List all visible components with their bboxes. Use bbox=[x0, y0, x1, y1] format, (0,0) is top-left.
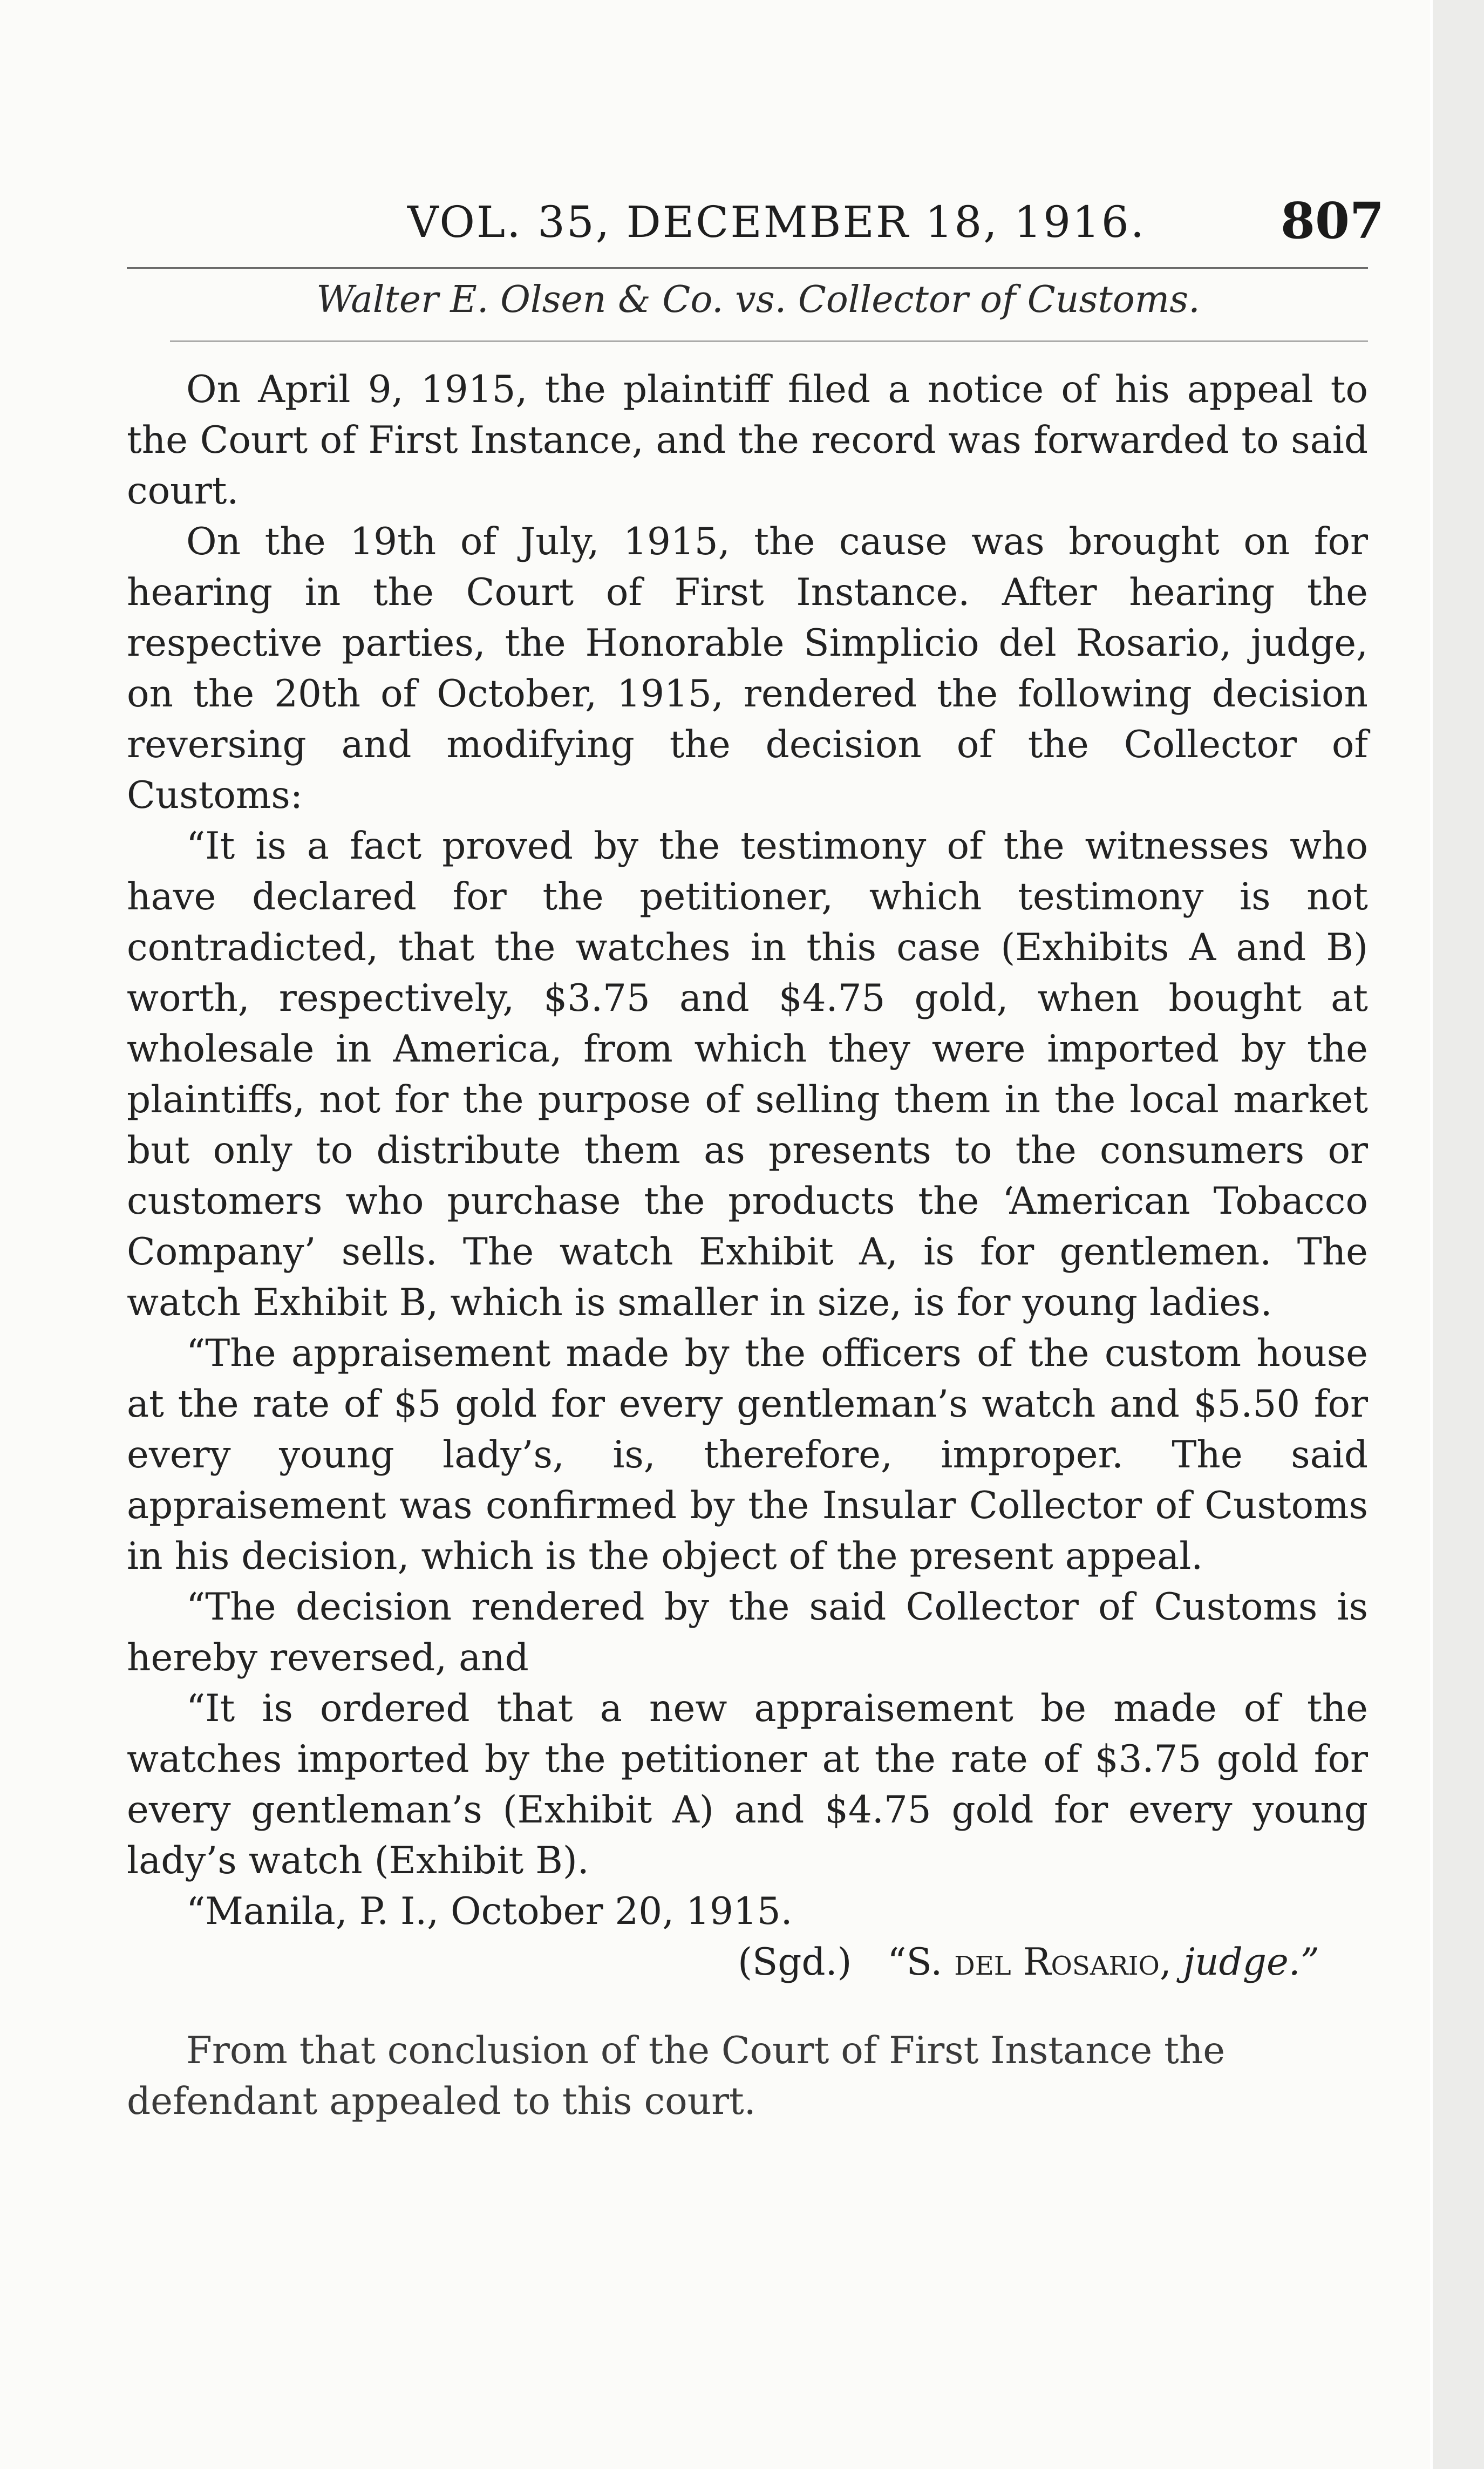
closing-paragraph: From that conclusion of the Court of First Instance the defendant appealed to this court. bbox=[127, 2029, 1226, 2123]
body-text bbox=[127, 364, 1368, 1988]
paragraph: “It is a fact proved by the testimony of the witnesses who have declared for the petitioner, which testimony is not contradicted, that the watches in this case (Exhibits A and B) worth, respectively, $3.75 and $4.75 gold, when bought at wholesale in America, from which they were imported by the plaintiffs, not for the purpose of selling them in the local market but only to distribute them as presents to the consumers or customers who purchase the products the ‘American Tobacco Company’ sells. The watch Exhibit A, is for gentlemen. The watch Exhibit B, which is smaller in size, is for young ladies. bbox=[127, 825, 1368, 1324]
running-header bbox=[127, 192, 1384, 267]
signature-prefix: (Sgd.) bbox=[738, 1941, 852, 1984]
signature-open: “S. bbox=[887, 1941, 943, 1984]
paragraph: “The appraisement made by the officers of the custom house at the rate of $5 gold for every gentleman’s watch and $5.50 for every young lady’s, is, therefore, improper. The said appraisement was confirmed by the Insular Collector of Customs in his decision, which is the object of the present appeal. bbox=[127, 1332, 1368, 1578]
running-title: VOL. 35, DECEMBER 18, 1916. bbox=[407, 197, 1146, 247]
paragraph: “The decision rendered by the said Collector of Customs is hereby reversed, and bbox=[127, 1586, 1368, 1679]
page-number: 807 bbox=[1280, 192, 1384, 250]
paragraph: “Manila, P. I., October 20, 1915. bbox=[186, 1890, 793, 1933]
page-edge bbox=[1433, 0, 1484, 2469]
signature-name-part: del bbox=[954, 1941, 1011, 1984]
signature-name-part: Rosario, bbox=[1023, 1941, 1172, 1984]
signature-title: judge.” bbox=[1183, 1941, 1319, 1984]
paragraph: On April 9, 1915, the plaintiff filed a notice of his appeal to the Court of First Instance, and the record was forwarded to said court. bbox=[127, 368, 1368, 513]
paragraph: “It is ordered that a new appraisement be made of the watches imported by the petitioner at the rate of $3.75 gold for every gentleman’s (Exhibit A) and $4.75 gold for every young lady’s watch (Exhibit B). bbox=[127, 1687, 1368, 1882]
page-content bbox=[127, 192, 1384, 2164]
subtitle-rule bbox=[170, 341, 1368, 342]
signature-line bbox=[127, 1937, 1368, 1988]
paragraph: On the 19th of July, 1915, the cause was brought on for hearing in the Court of First Instance. After hearing the respective parties, the Honorable Simplicio del Rosario, judge, on the 20th of October, 1915, rendered the following decision reversing and modifying the decision of the Collector of Customs: bbox=[127, 520, 1368, 817]
case-title: Walter E. Olsen & Co. vs. Collector of Customs. bbox=[316, 278, 1200, 321]
